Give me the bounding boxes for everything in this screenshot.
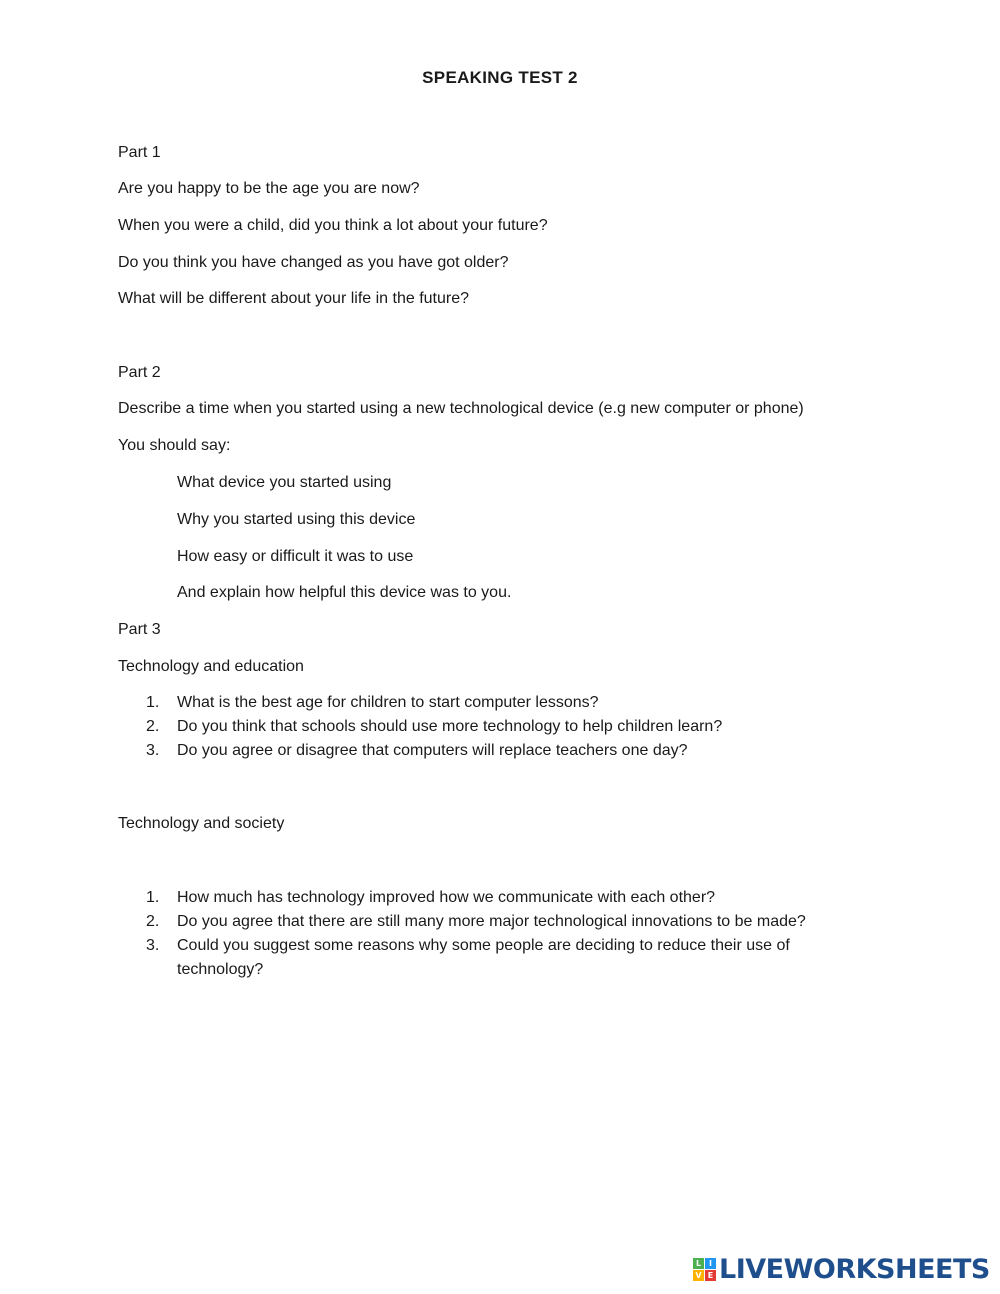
education-question-list [118, 691, 838, 763]
list-text: Do you think that schools should use more technology to help children learn? [177, 718, 723, 735]
list-item [118, 910, 838, 934]
society-question-list [118, 886, 838, 982]
part1-heading: Part 1 [118, 144, 161, 161]
list-number: 1. [146, 889, 160, 906]
part2-heading: Part 2 [118, 364, 161, 381]
topic-society-title: Technology and society [118, 815, 285, 832]
part2-point-4: And explain how helpful this device was to you. [177, 584, 512, 601]
list-text: What is the best age for children to start computer lessons? [177, 694, 599, 711]
part2-task: Describe a time when you started using a new technological device (e.g new computer or phone) [118, 400, 804, 417]
part2-point-1: What device you started using [177, 474, 392, 491]
part3-heading: Part 3 [118, 621, 161, 638]
list-number: 3. [146, 937, 160, 954]
list-number: 3. [146, 742, 160, 759]
part1-question-3: Do you think you have changed as you have got older? [118, 254, 509, 271]
list-number: 2. [146, 913, 160, 930]
part2-prompt: You should say: [118, 437, 231, 454]
list-item [118, 934, 838, 982]
list-text: How much has technology improved how we communicate with each other? [177, 889, 716, 906]
part1-question-4: What will be different about your life in the future? [118, 290, 470, 307]
part2-point-2: Why you started using this device [177, 511, 416, 528]
logo-block: I [705, 1258, 716, 1269]
list-text: Could you suggest some reasons why some people are deciding to reduce their use of technology? [177, 937, 790, 978]
liveworksheets-logo [693, 1254, 990, 1284]
list-item [118, 886, 838, 910]
page-title: SPEAKING TEST 2 [422, 68, 578, 87]
list-text: Do you agree that there are still many more major technological innovations to be made? [177, 913, 806, 930]
list-text: Do you agree or disagree that computers will replace teachers one day? [177, 742, 688, 759]
logo-blocks-icon [693, 1258, 716, 1281]
list-number: 1. [146, 694, 160, 711]
list-item [118, 691, 838, 715]
part1-question-2: When you were a child, did you think a lot about your future? [118, 217, 548, 234]
list-number: 2. [146, 718, 160, 735]
logo-text: LIVEWORKSHEETS [719, 1253, 990, 1285]
part2-point-3: How easy or difficult it was to use [177, 548, 414, 565]
list-item [118, 739, 838, 763]
logo-block: V [693, 1270, 704, 1281]
topic-education-title: Technology and education [118, 658, 304, 675]
part1-question-1: Are you happy to be the age you are now? [118, 180, 420, 197]
list-item [118, 715, 838, 739]
logo-block: L [693, 1258, 704, 1269]
logo-block: E [705, 1270, 716, 1281]
